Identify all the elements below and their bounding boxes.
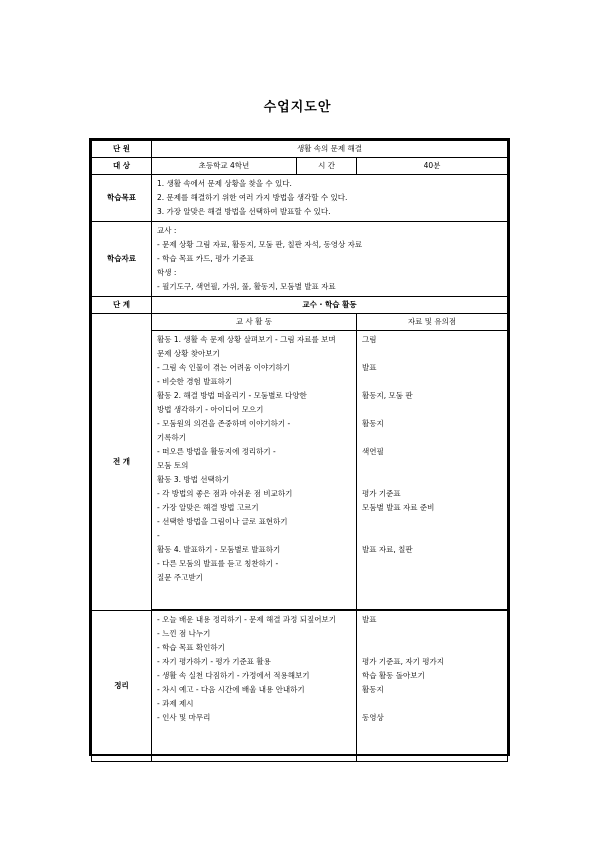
note-line: 평가 기준표, 자기 평가지 — [362, 657, 444, 666]
activity-line: - 그림 속 인물이 겪는 어려움 이야기하기 — [157, 363, 290, 372]
note-line — [362, 375, 502, 389]
activity-line: - 비슷한 경험 발표하기 — [157, 377, 233, 386]
activity-line: 활동 4. 발표하기 - 모둠별로 발표하기 — [157, 545, 281, 554]
activity-line: - 느낀 점 나누기 — [157, 629, 211, 638]
materials-line: - 학습 목표 카드, 평가 기준표 — [157, 254, 254, 263]
materials-line: - 문제 상황 그림 자료, 활동지, 모둠 판, 칠판 자석, 동영상 자료 — [157, 240, 363, 249]
activity-line: 모둠 토의 — [157, 461, 189, 470]
unit-value: 생활 속의 문제 해결 — [152, 141, 508, 158]
materials-label: 학습자료 — [92, 222, 152, 297]
objective-line: 3. 가장 알맞은 해결 방법을 선택하여 발표할 수 있다. — [157, 207, 331, 216]
note-line: 활동지 — [362, 685, 384, 694]
note-line — [362, 347, 502, 361]
objectives-label: 학습목표 — [92, 175, 152, 222]
wrap-activities — [152, 611, 357, 762]
activity-line: - 각 방법의 좋은 점과 아쉬운 점 비교하기 — [157, 489, 293, 498]
note-line — [362, 529, 502, 543]
note-line — [362, 515, 502, 529]
materials-line: 학생 : — [157, 268, 177, 277]
note-line: 모둠별 발표 자료 준비 — [362, 503, 435, 512]
time-label: 시 간 — [297, 158, 357, 175]
teacher-col-header: 교 사 활 동 — [152, 314, 357, 331]
dev-activities — [152, 331, 357, 610]
activity-line: 방법 생각하기 - 아이디어 모으기 — [157, 405, 264, 414]
activity-line: 활동 3. 방법 선택하기 — [157, 475, 230, 484]
activity-line: 활동 2. 해결 방법 떠올리기 - 모둠별로 다양한 — [157, 391, 307, 400]
wrap-notes — [357, 611, 508, 762]
objective-line: 1. 생활 속에서 문제 상황을 찾을 수 있다. — [157, 179, 292, 188]
activity-header: 교수 · 학습 활동 — [152, 297, 508, 314]
activity-line: 기록하기 — [157, 433, 186, 442]
note-line — [362, 459, 502, 473]
activity-line: - 차시 예고 - 다음 시간에 배울 내용 안내하기 — [157, 685, 305, 694]
target-value: 초등학교 4학년 — [152, 158, 297, 175]
materials-cell — [152, 222, 508, 297]
unit-label: 단 원 — [92, 141, 152, 158]
note-line: 색연필 — [362, 447, 384, 456]
materials-line: - 필기도구, 색연필, 가위, 풀, 활동지, 모둠별 발표 자료 — [157, 282, 336, 291]
page-title: 수업지도안 — [263, 100, 332, 115]
activity-line: 문제 상황 찾아보기 — [157, 349, 220, 358]
activity-line: - 모둠원의 의견을 존중하며 이야기하기 - — [157, 419, 291, 428]
note-line — [362, 627, 502, 641]
note-line — [362, 641, 502, 655]
stage-dev-label: 전 개 — [92, 314, 152, 611]
activity-line: 활동 1. 생활 속 문제 상황 살펴보기 - 그림 자료를 보며 — [157, 335, 336, 344]
activity-line: - 다른 모둠의 발표를 듣고 칭찬하기 - — [157, 559, 279, 568]
note-line — [362, 557, 502, 571]
stage-header: 단 계 — [92, 297, 152, 314]
note-line: 발표 자료, 칠판 — [362, 545, 413, 554]
activity-line: - 선택한 방법을 그림이나 글로 표현하기 — [157, 517, 288, 526]
activity-line: - 자기 평가하기 - 평가 기준표 활용 — [157, 657, 271, 666]
note-line: 활동지 — [362, 419, 384, 428]
note-line: 평가 기준표 — [362, 489, 401, 498]
note-line — [362, 431, 502, 445]
lesson-plan-table — [89, 138, 510, 756]
time-value: 40분 — [357, 158, 508, 175]
stage-wrap-label: 정리 — [92, 611, 152, 762]
activity-line: - 오늘 배운 내용 정리하기 - 문제 해결 과정 되짚어보기 — [157, 615, 337, 624]
target-label: 대 상 — [92, 158, 152, 175]
activity-line: - — [157, 531, 160, 540]
objective-line: 2. 문제를 해결하기 위한 여러 가지 방법을 생각할 수 있다. — [157, 193, 348, 202]
activity-line: - 과제 제시 — [157, 699, 194, 708]
materials-line: 교사 : — [157, 226, 177, 235]
note-line: 그림 — [362, 335, 377, 344]
note-line — [362, 403, 502, 417]
note-line: 발표 — [362, 615, 377, 624]
activity-line: 질문 주고받기 — [157, 573, 203, 582]
activity-line: - 학습 목표 확인하기 — [157, 643, 225, 652]
note-col-header: 자료 및 유의점 — [357, 314, 508, 331]
note-line — [362, 697, 502, 711]
note-line: 활동지, 모둠 판 — [362, 391, 413, 400]
activity-line: - 떠오른 방법을 활동지에 정리하기 - — [157, 447, 276, 456]
note-line — [362, 473, 502, 487]
dev-notes — [357, 331, 508, 610]
note-line: 학습 활동 돌아보기 — [362, 671, 425, 680]
activity-line: - 생활 속 실천 다짐하기 - 가정에서 적용해보기 — [157, 671, 310, 680]
activity-line: - 가장 알맞은 해결 방법 고르기 — [157, 503, 259, 512]
activity-line: - 인사 및 마무리 — [157, 713, 211, 722]
objectives-cell — [152, 175, 508, 222]
note-line: 발표 — [362, 363, 377, 372]
note-line: 동영상 — [362, 713, 384, 722]
note-line — [362, 571, 502, 585]
